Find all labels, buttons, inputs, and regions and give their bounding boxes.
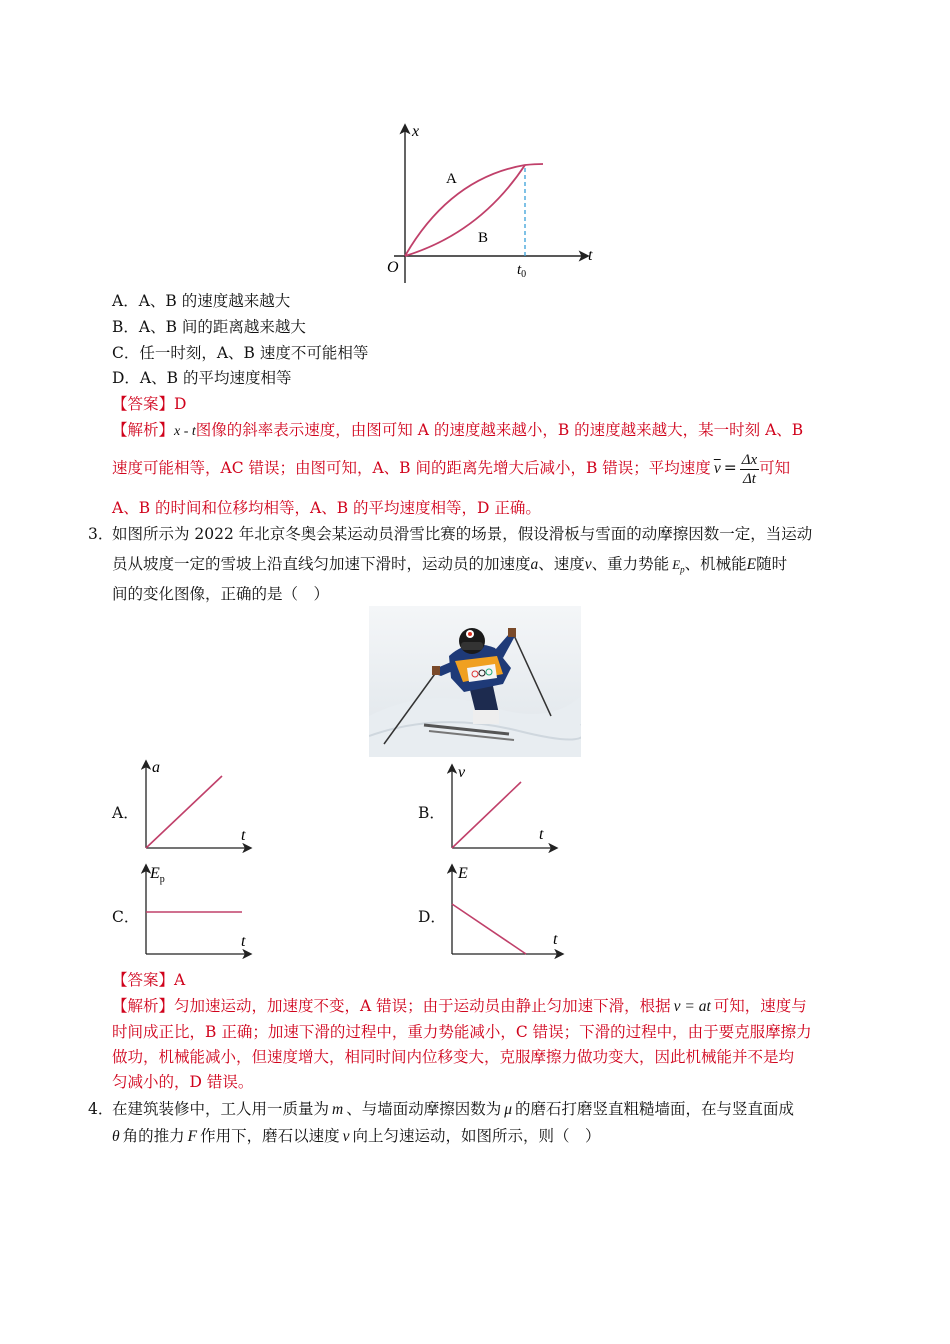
q3-line1: 如图所示为 2022 年北京冬奥会某运动员滑雪比赛的场景，假设滑板与雪面的动摩擦因数一定，当运动 <box>112 525 813 543</box>
m-symbol: m <box>332 1101 344 1118</box>
q3-option-d-label: D． <box>418 908 446 926</box>
q3-analysis-line2: 时间成正比，B 正确；加速下滑的过程中，重力势能减小，C 错误；下滑的过程中，由于要克服摩擦力 <box>112 1023 812 1041</box>
delta-fraction <box>740 451 759 488</box>
v-bar-symbol: $\overline{v}$ <box>713 460 721 477</box>
analysis-text: 可知 <box>759 459 791 477</box>
q3-option-b-label: B． <box>418 804 445 822</box>
theta-symbol: θ <box>112 1128 120 1145</box>
analysis-text: 匀加速运动，加速度不变，A 错误；由于运动员由静止匀加速下滑，根据 <box>174 997 671 1015</box>
q3-analysis-line1 <box>112 994 807 1019</box>
graph-a-line <box>146 776 222 848</box>
graph-b-y-label: v <box>458 764 466 781</box>
text: 向上匀速运动，如图所示，则（ ） <box>352 1127 601 1145</box>
q2-option-b: B．A、B 间的距离越来越大 <box>112 318 306 336</box>
q4-line1 <box>112 1097 794 1122</box>
graph-ep-t <box>138 862 258 960</box>
xt-graph <box>380 118 600 288</box>
e-symbol: E <box>746 556 757 573</box>
graph-d-x-label: t <box>553 931 558 948</box>
curve-a-label: A <box>446 171 457 187</box>
equals-sign: = <box>723 459 737 477</box>
graph-d-line <box>452 904 526 954</box>
graph-c-x-label: t <box>241 933 246 950</box>
fraction-denominator: Δt <box>742 470 756 487</box>
text: 员从坡度一定的雪坡上沿直线匀加速下滑时，运动员的加速度 <box>112 555 531 573</box>
text: 的磨石打磨竖直粗糙墙面，在与竖直面成 <box>515 1100 795 1118</box>
graph-c-y-label: $E_p$ <box>150 865 165 885</box>
q3-option-a-label: A． <box>112 804 139 822</box>
skier-photo <box>369 606 581 757</box>
q4-line2 <box>112 1124 601 1149</box>
q2-analysis-line1 <box>112 418 803 444</box>
fraction-numerator: Δx <box>741 451 758 468</box>
origin-label: O <box>387 259 399 276</box>
xt-symbol: x - t <box>174 424 196 439</box>
v-equals-at-formula: v = at <box>673 998 711 1015</box>
q2-answer: 【答案】D <box>112 395 187 413</box>
text: 、速度 <box>538 555 585 573</box>
v-symbol: v <box>342 1128 350 1145</box>
q2-option-a: A．A、B 的速度越来越大 <box>112 292 291 310</box>
text: 在建筑装修中，工人用一质量为 <box>112 1100 330 1118</box>
graph-b-line <box>452 782 521 848</box>
graph-a-t <box>138 758 258 858</box>
analysis-text: 图像的斜率表示速度，由图可知 A 的速度越来越小，B 的速度越来越大，某一时刻 A、B <box>195 421 804 439</box>
q2-option-c: C．任一时刻，A、B 速度不可能相等 <box>112 344 369 362</box>
text: 角的推力 <box>122 1127 185 1145</box>
q3-analysis-line4: 匀减小的，D 错误。 <box>112 1073 254 1091</box>
curve-a <box>405 164 543 256</box>
text: 、机械能 <box>684 555 747 573</box>
t0-label: $t_0$ <box>517 262 527 280</box>
q3-option-c-label: C． <box>112 908 140 926</box>
q3-line3: 间的变化图像，正确的是（ ） <box>112 585 330 603</box>
a-symbol: a <box>530 556 539 573</box>
curve-b <box>405 165 525 256</box>
q4-number: 4． <box>88 1100 114 1118</box>
q3-analysis-line3: 做功，机械能减小，但速度增大，相同时间内位移变大，克服摩擦力做功变大，因此机械能并不是均 <box>112 1048 795 1066</box>
q2-analysis-line2 <box>112 446 790 491</box>
curve-b-label: B <box>478 230 489 246</box>
text: 作用下，磨石以速度 <box>200 1127 340 1145</box>
mu-symbol: μ <box>504 1101 513 1118</box>
analysis-text: 速度可能相等，AC 错误；由图可知，A、B 间的距离先增大后减小，B 错误；平均速度 <box>112 459 711 477</box>
graph-a-x-label: t <box>241 827 246 844</box>
q2-option-d: D．A、B 的平均速度相等 <box>112 369 292 387</box>
ep-symbol: $E_p$ <box>672 557 685 575</box>
text: 随时 <box>756 555 788 573</box>
t-axis-label: t <box>588 247 593 264</box>
graph-v-t <box>444 762 564 858</box>
text: 、重力势能 <box>591 555 670 573</box>
graph-b-x-label: t <box>539 826 544 843</box>
analysis-text: 可知，速度与 <box>713 997 807 1015</box>
x-axis-label: x <box>412 123 420 140</box>
v-symbol: v <box>584 556 592 573</box>
q2-analysis-line3: A、B 的时间和位移均相等，A、B 的平均速度相等，D 正确。 <box>112 499 541 517</box>
q3-number: 3． <box>88 525 114 543</box>
graph-e-t <box>444 862 568 960</box>
graph-d-y-label: E <box>458 865 468 882</box>
f-symbol: F <box>187 1128 198 1145</box>
text: 、与墙面动摩擦因数为 <box>346 1100 502 1118</box>
analysis-label: 【解析】 <box>112 997 175 1015</box>
analysis-label: 【解析】 <box>112 421 175 439</box>
graph-a-y-label: a <box>152 759 160 776</box>
q3-line2 <box>112 552 787 582</box>
q3-answer: 【答案】A <box>112 971 186 989</box>
